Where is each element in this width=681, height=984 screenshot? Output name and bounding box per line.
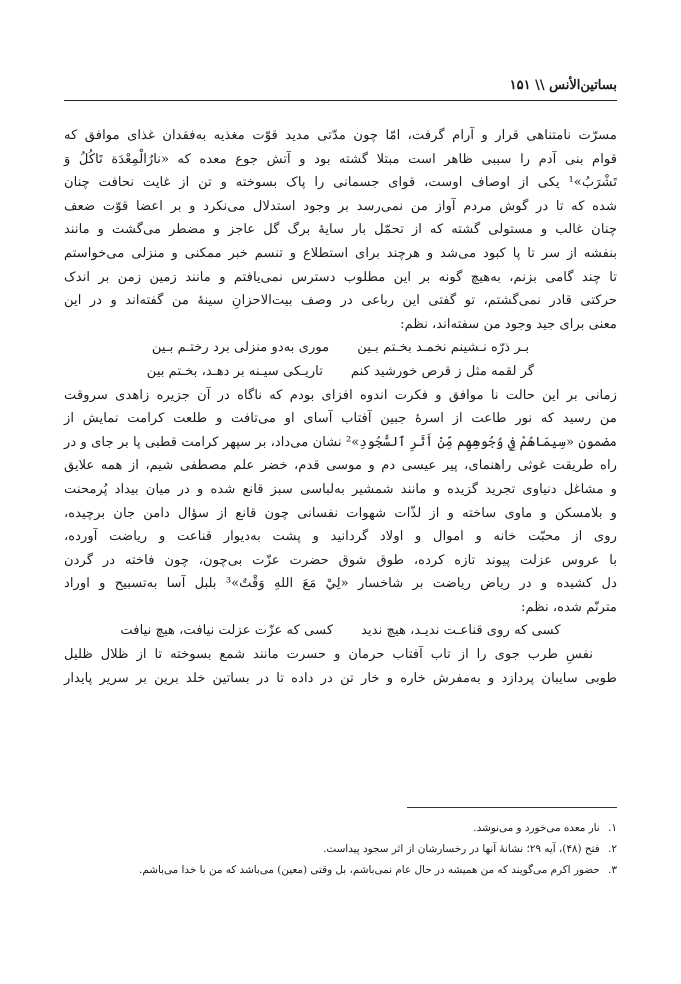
text-line: دل کشیده و در ریاض ریاضت بر شاخسار «لِيْ مَعَ اللهِ وَقْتٌ»³ بلبل آسا به‌تسبیح و اوراد — [64, 576, 617, 592]
text-line: مسرّت نامتناهی قرار و آرام گرفت، امّا چون مدّتی مدید قوّت مغذیه به‌فقدان غذای موافق که — [64, 128, 617, 143]
text-line: زمانی بر این حالت نا موافق و فکرت اندوه افزای بودم که ناگاه در آن جزیره زاهدی سروقت — [64, 387, 617, 403]
text-line: روی از محبّت خانه و اموال و اولاد گردانید و پشت به‌دیوار قناعت و ریاضت آورده، — [64, 529, 617, 545]
verse-hemistich: تاریـکی سیـنه بر دهـد، بخـتم بین — [146, 363, 323, 379]
footnote-text: حضور اکرم می‌گویند که من همیشه در حال عام نمی‌باشم، بل وقتی (معین) می‌باشد که من با خدا می‌باشم. — [139, 864, 600, 876]
text-line: حرکتی قادر نمی‌گشتم، تو گفتی این رباعی در وصف بیت‌الاحزانِ سینهٔ من گفته‌اند و در این — [64, 293, 617, 309]
text-line: قوام بنی آدم را سببی ظاهر است مبتلا گشته بود و آتش جوع معده که «نارُالْمِعْدَة تَاكُلُ وَ — [64, 151, 617, 167]
text-line: شده که تا در گوش مردم آواز من نمی‌رسد بر وجود استدلال می‌نکرد و بر اعضا قوّت ضعف — [64, 198, 617, 214]
text-line: چنان غالب و مستولی گشته که از تحمّل بار سایهٔ برگ گل عاجز و مضطر می‌گشت و مانند — [64, 222, 617, 238]
footnote-item — [64, 839, 617, 860]
text-line: تَشْرَبُ»¹ یکی از اوصاف اوست، قوای جسمانی را پاک بسوخته و تن از غایت نحافت چنان — [64, 175, 617, 191]
text-line: معنی برای جید وجود من سفته‌اند، نظم: — [400, 316, 617, 332]
text-line: طوبی سایبان پردازد و به‌مفرش خاره و خار تن در داده تا در بساتین خلد برین بر سریر پایدار — [64, 670, 617, 686]
running-header — [64, 76, 617, 98]
text-line: من رسید که نور طاعت از اسرهٔ جبین آفتاب آسای او می‌تافت و طلعت کرامت نمایش از — [64, 411, 617, 427]
verse-couplet — [64, 619, 617, 643]
footnote-number: ۲. — [608, 843, 617, 855]
text-line: مضمون «سِيمَاهُمْ فِي وُجُوهِهِم مِّنْ أَثَرِ ٱلسُّجُودِ»² نشان می‌داد، بر سپهر کرامت قطبی پا بر جای و در — [64, 434, 617, 450]
text-line: بنفشه از سر تا پا کبود می‌شد و هرچند برای استطلاع و تنسم خبر ممکنی و منزلی می‌خواستم — [64, 245, 617, 261]
text-line: و مشاغل دنیاوی تجرید گزیده و مانند شمشیر به‌لباسی سبز قانع شده و در میان بیداد پُرمحنت — [64, 481, 617, 497]
text-line: راه طریقت غوثی راهنمای، پیر عیسی دم و موسی قدم، خضر علم مصطفی شیم، از همه علایق — [64, 458, 617, 474]
verse-hemistich: بـر ذرّه نـشینم نخمـد بخـتم بـین — [357, 340, 530, 356]
text-line: با عروس عزلت پیوند تازه کرده، طوق شوق حضرت عزّت بی‌چون، چون فاخته در گردن — [64, 552, 617, 568]
footnote-item — [64, 818, 617, 839]
verse-hemistich: کسی که عزّت عزلت نیافت، هیچ نیافت — [120, 623, 334, 639]
footnote-item — [64, 860, 617, 881]
header-title: بساتین‌الأنس \\ ۱۵۱ — [509, 78, 617, 93]
verse-couplet — [64, 336, 617, 360]
footnote-number: ۳. — [608, 864, 617, 876]
footnote-text: فتح (۴۸)، آیه ۲۹؛ نشانهٔ آنها در رخسارشان از اثر سجود پیداست. — [323, 843, 600, 855]
text-line: مترنّم شده، نظم: — [521, 599, 617, 615]
text-line: و بلامسکن و ماوی ساخته و از لذّات شهوات نفسانی چون قانع از سؤال دامن جان برچیده، — [64, 505, 617, 521]
body-text — [64, 124, 617, 690]
verse-hemistich: گر لقمه مثل ز قرص خورشید کنم — [350, 363, 535, 379]
verse-couplet — [64, 360, 617, 384]
footnote-text: نار معده می‌خورد و می‌نوشد. — [473, 822, 600, 834]
verse-hemistich: موری به‌دو منزلی برد رختـم بـین — [151, 340, 330, 356]
text-line: نفسِ طرب جوی را از تاب آفتاب حرمان و حسرت مانند شمع بسوخته تا از ظلال ظلیل — [64, 647, 593, 663]
text-line: تا چند گامی بزنم، به‌هیچ گونه بر این مطلوب دسترس نمی‌یافتم و مانند زمین زمن بر اندک — [64, 269, 617, 285]
verse-hemistich: کسی که روی قناعـت ندیـد، هیچ ندید — [361, 623, 561, 639]
header-rule — [64, 100, 617, 101]
footnote-number: ۱. — [608, 822, 617, 834]
footnotes — [64, 818, 617, 881]
footnote-rule — [407, 807, 617, 808]
